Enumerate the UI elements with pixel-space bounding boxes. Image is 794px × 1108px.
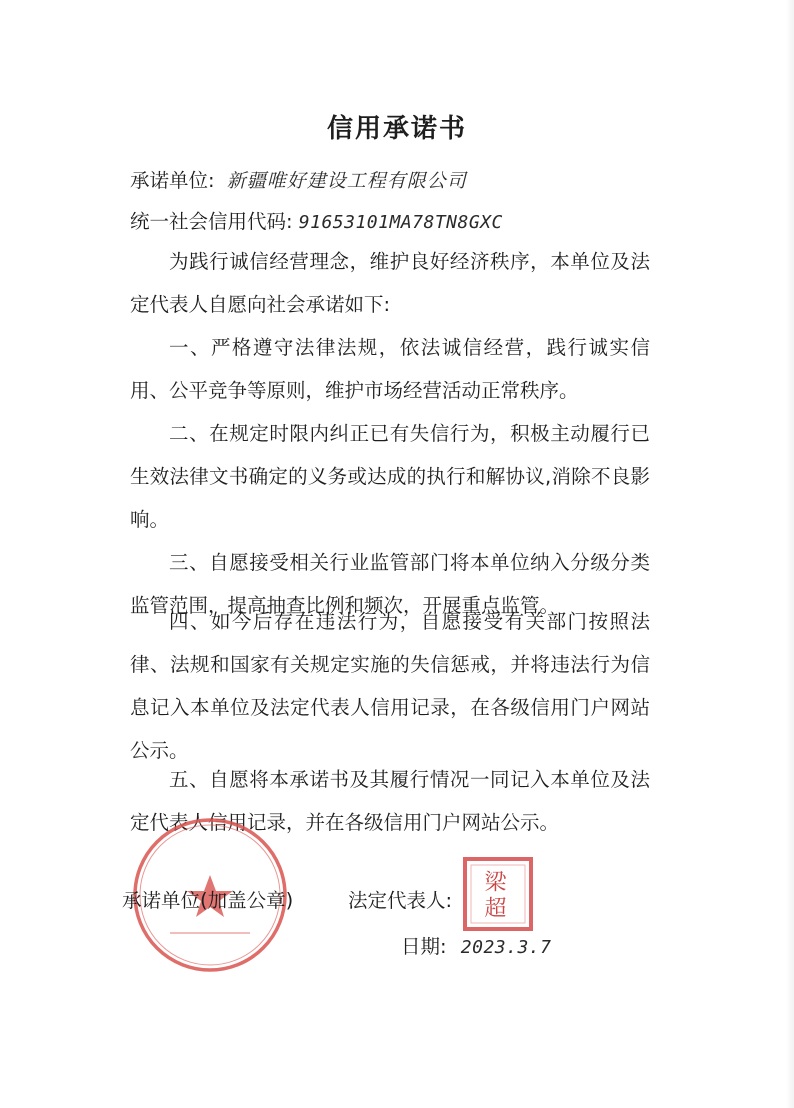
credit-code-row bbox=[130, 206, 503, 234]
credit-code-label: 统一社会信用代码: bbox=[130, 210, 293, 233]
commitment-item-2: 二、在规定时限内纠正已有失信行为，积极主动履行已生效法律文书确定的义务或达成的执行和解协议,消除不良影响。 bbox=[130, 422, 650, 531]
sign-unit-label: 承诺单位(加盖公章) bbox=[122, 889, 294, 912]
paper-edge-shadow bbox=[786, 0, 794, 1108]
commitment-item-5: 五、自愿将本承诺书及其履行情况一同记入本单位及法定代表人信用记录，并在各级信用门户网站公示。 bbox=[130, 768, 650, 834]
legal-rep-label: 法定代表人: bbox=[348, 889, 453, 912]
commitment-item-1: 一、严格遵守法律法规，依法诚信经营，践行诚实信用、公平竞争等原则，维护市场经营活动正常秩序。 bbox=[130, 336, 650, 402]
unit-value: 新疆唯好建设工程有限公司 bbox=[226, 170, 467, 192]
date-label: 日期: bbox=[401, 935, 447, 958]
date-value: 2023.3.7 bbox=[460, 937, 552, 958]
unit-label: 承诺单位: bbox=[130, 169, 215, 192]
credit-code-value: 91653101MA78TN8GXC bbox=[298, 212, 503, 233]
legal-rep-name: 梁超 bbox=[481, 870, 506, 922]
intro-paragraph: 为践行诚信经营理念，维护良好经济秩序，本单位及法定代表人自愿向社会承诺如下: bbox=[130, 250, 650, 316]
unit-row bbox=[130, 165, 467, 193]
date-row bbox=[401, 931, 551, 959]
document-title: 信用承诺书 bbox=[326, 114, 467, 144]
commitment-item-3: 三、自愿接受相关行业监管部门将本单位纳入分级分类监管范围，提高抽查比例和频次，开展重点监管。 bbox=[130, 551, 650, 617]
commitment-item-4: 四、如今后存在违法行为，自愿接受有关部门按照法律、法规和国家有关规定实施的失信惩戒，并将违法行为信息记入本单位及法定代表人信用记录，在各级信用门户网站公示。 bbox=[130, 610, 650, 762]
